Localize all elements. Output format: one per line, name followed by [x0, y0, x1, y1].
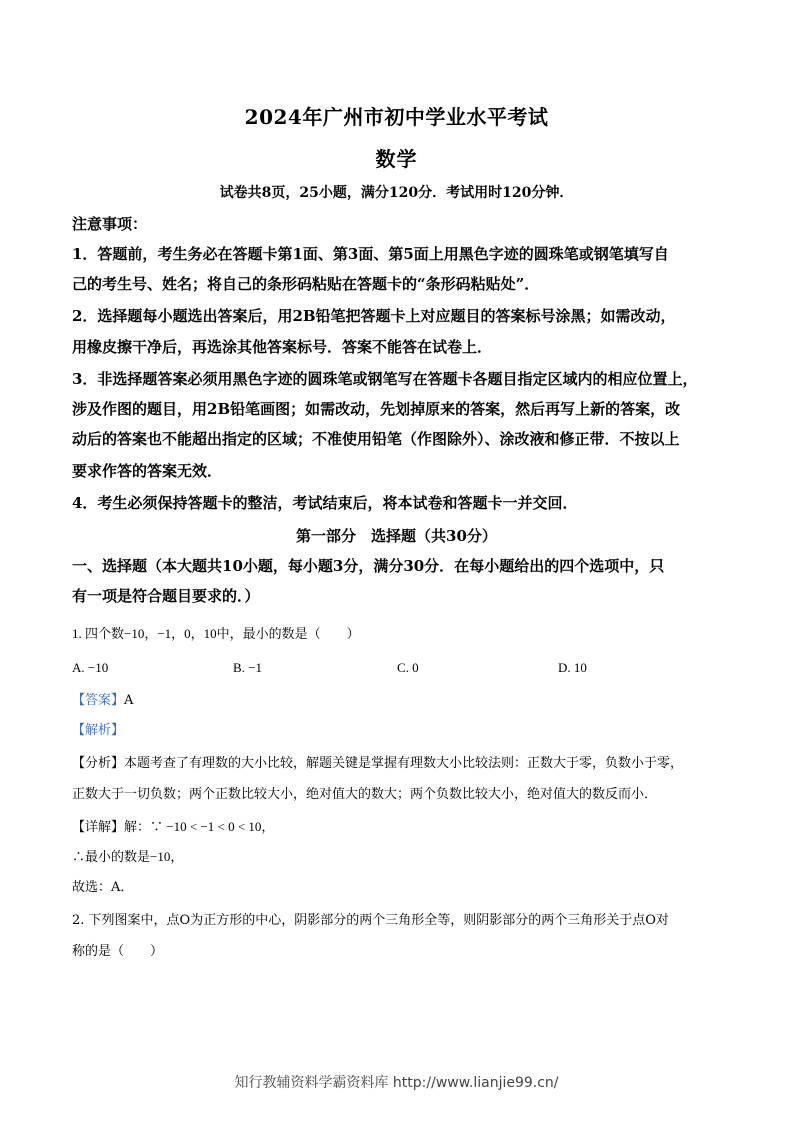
exam-title: 2024年广州市初中学业水平考试 [244, 105, 549, 129]
conclusion-line: ∴最小的数是−10， [72, 849, 184, 864]
notice-line: 己的考生号、姓名；将自己的条形码粘贴在答题卡的“条形码粘贴处”． [72, 275, 540, 293]
q1-option-a: A. −10 [72, 660, 109, 675]
question-2-stem-continued: 称的是（ ） [72, 944, 164, 959]
part-title: 第一部分 选择题（共30分） [296, 527, 497, 545]
detail-line [72, 818, 732, 836]
q1-option-b: B. −1 [233, 660, 263, 675]
question-1-stem: 1. 四个数−10，−1，0，10中，最小的数是（ ） [72, 626, 360, 641]
fenxi-tag: 【分析】 [72, 756, 125, 771]
question-2-stem: 2. 下列图案中，点O为正方形的中心，阴影部分的两个三角形全等，则阴影部分的两个三角形关于点O对 [72, 913, 669, 928]
choice-line: 故选：A． [72, 880, 134, 895]
section-heading: 一、选择题（本大题共10小题，每小题3分，满分30分．在每小题给出的四个选项中，只 [72, 557, 665, 575]
notice-line: 涉及作图的题目，用2B铅笔画图；如需改动，先划掉原来的答案，然后再写上新的答案，改 [72, 400, 681, 418]
answer-tag: 【答案】 [72, 693, 125, 708]
notice-line: 动后的答案也不能超出指定的区域；不准使用铅笔（作图除外）、涂改液和修正带．不按以上 [72, 430, 680, 448]
analysis-tag: 【解析】 [72, 723, 125, 738]
notice-line: 3．非选择题答案必须用黑色字迹的圆珠笔或钢笔写在答题卡各题目指定区域内的相应位置上， [72, 370, 698, 388]
notice-heading: 注意事项： [72, 215, 148, 233]
detail-text: 解：∵ −10 < −1 < 0 < 10， [124, 819, 275, 834]
subject-title: 数学 [375, 147, 418, 171]
fenxi-line [72, 755, 732, 773]
notice-line: 2．选择题每小题选出答案后，用2B铅笔把答题卡上对应题目的答案标号涂黑；如需改动， [72, 307, 676, 325]
exam-info: 试卷共8页，25小题，满分120分．考试用时120分钟． [219, 185, 574, 201]
detail-tag: 【详解】 [72, 819, 125, 834]
fenxi-text-2: 正数大于一切负数；两个正数比较大小，绝对值大的数大；两个负数比较大小，绝对值大的数反而小． [72, 787, 658, 802]
answer-line [72, 692, 732, 710]
notice-line: 1．答题前，考生务必在答题卡第1面、第3面、第5面上用黑色字迹的圆珠笔或钢笔填写自 [72, 245, 669, 263]
section-heading: 有一项是符合题目要求的．） [72, 587, 260, 605]
q1-option-d: D. 10 [558, 660, 587, 675]
notice-line: 4．考生必须保持答题卡的整洁，考试结束后，将本试卷和答题卡一并交回． [72, 494, 578, 512]
notice-line: 要求作答的答案无效． [72, 462, 223, 480]
notice-line: 用橡皮擦干净后，再选涂其他答案标号．答案不能答在试卷上． [72, 338, 493, 356]
answer-value: A [124, 693, 134, 708]
q1-option-c: C. 0 [397, 660, 419, 675]
footer-watermark: 知行教辅资料学霸资料库 http://www.lianjie99.cn/ [234, 1075, 559, 1091]
fenxi-text: 本题考查了有理数的大小比较，解题关键是掌握有理数大小比较法则：正数大于零，负数小于零， [124, 756, 684, 771]
